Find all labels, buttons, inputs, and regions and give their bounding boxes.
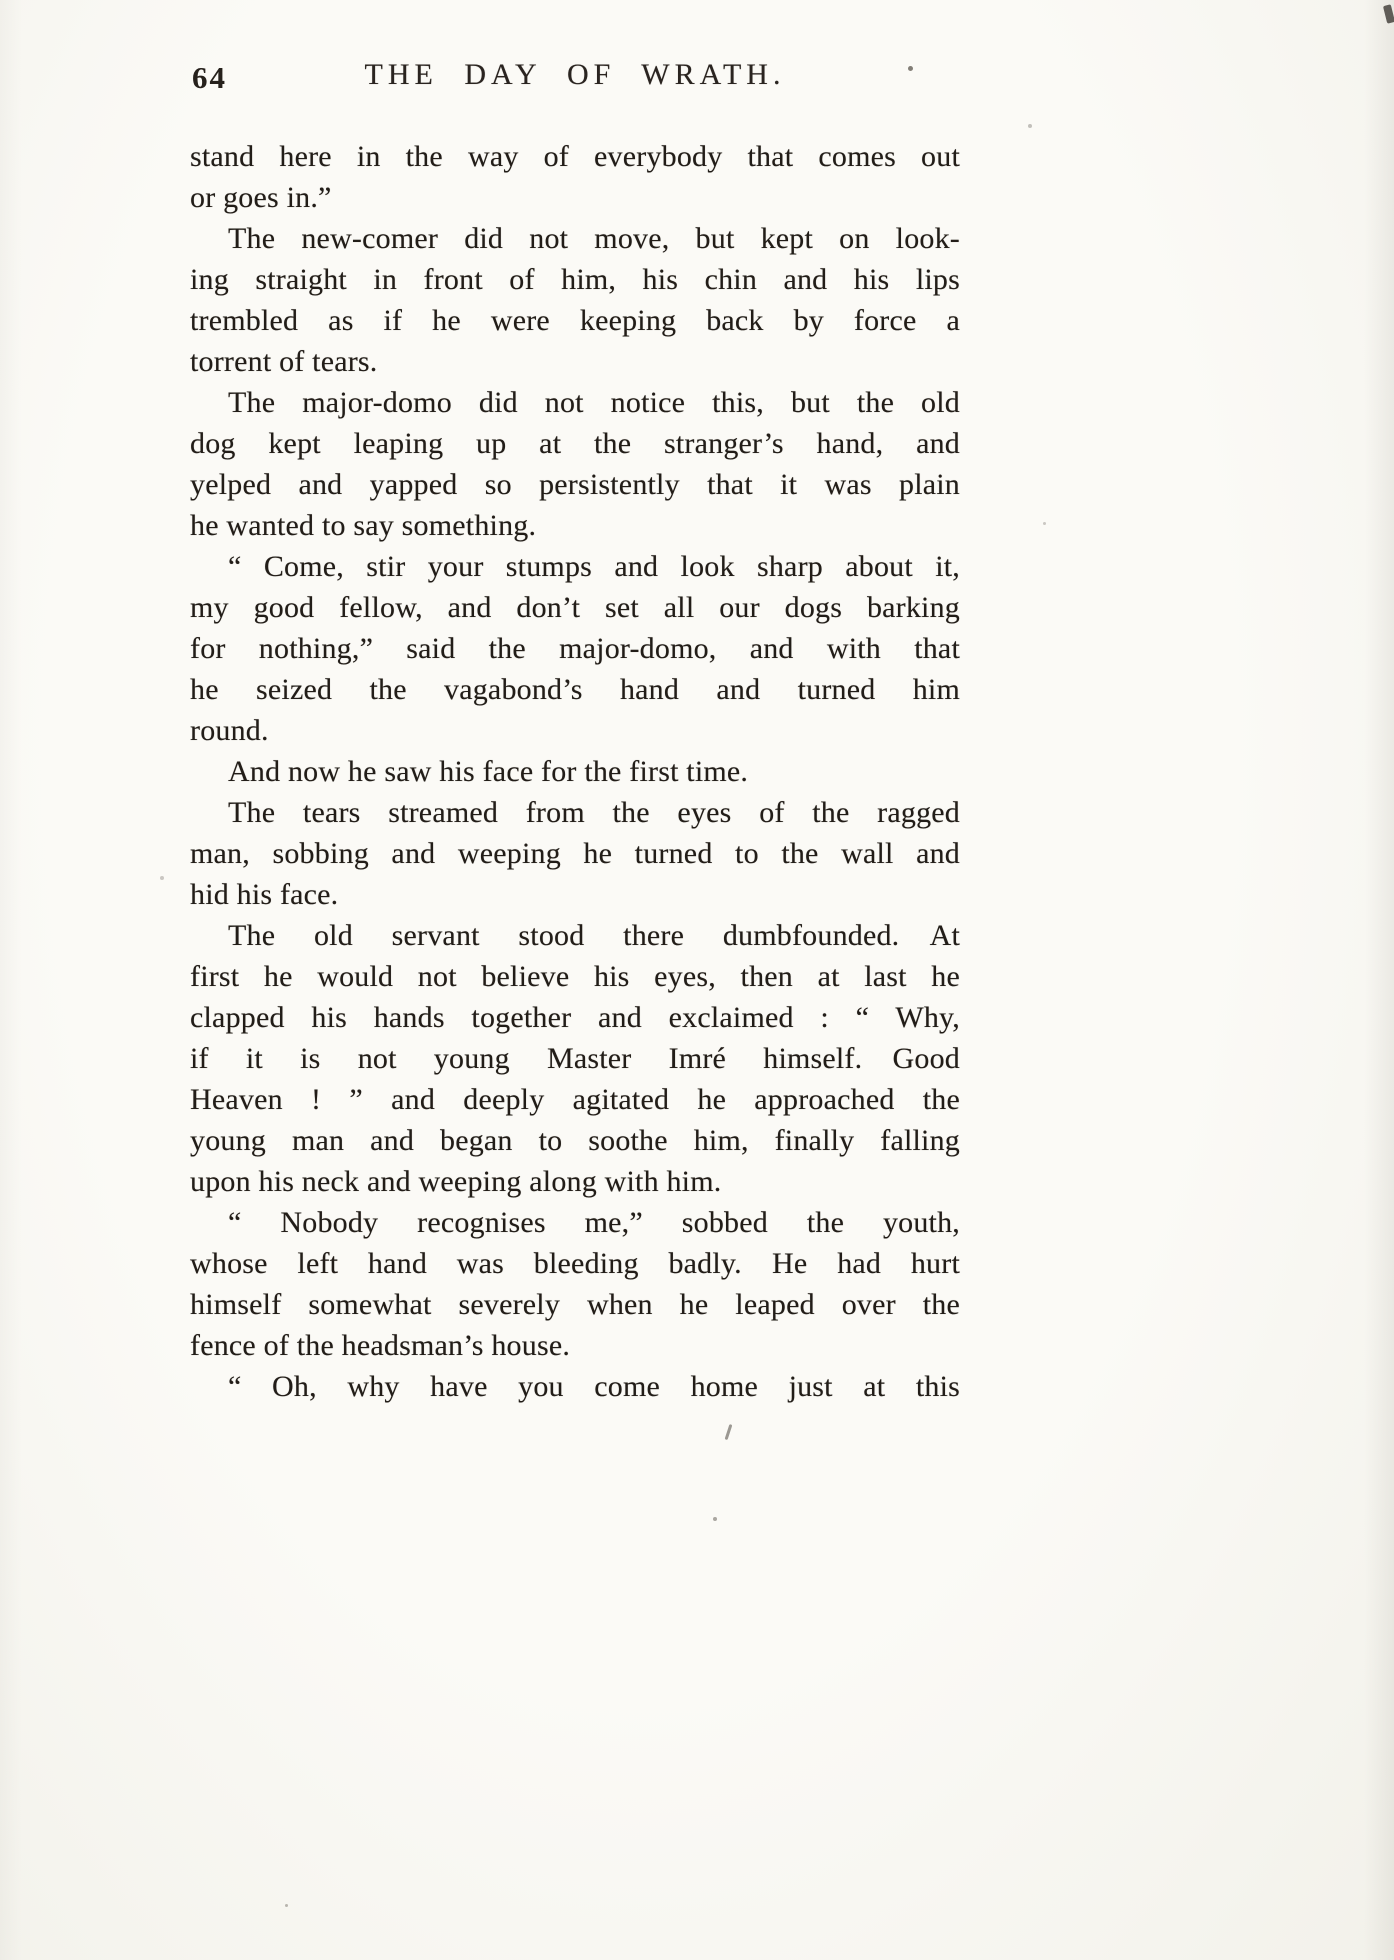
text-line: hid his face. xyxy=(190,878,339,911)
page-number: 64 xyxy=(192,60,227,95)
text-line: whose left hand was bleeding badly. He had hurt xyxy=(190,1247,960,1280)
scan-artifact xyxy=(725,1424,732,1440)
text-line: for nothing,” said the major-domo, and with that xyxy=(190,632,960,665)
text-line: The new-comer did not move, but kept on look- xyxy=(228,222,960,255)
scan-speck xyxy=(713,1517,717,1521)
running-head xyxy=(190,58,960,102)
text-line: stand here in the way of everybody that comes out xyxy=(190,140,960,173)
running-title: THE DAY OF WRATH. xyxy=(364,58,786,91)
scan-speck xyxy=(285,1904,288,1907)
text-line: man, sobbing and weeping he turned to the wall and xyxy=(190,837,960,870)
text-line: round. xyxy=(190,714,269,747)
text-line: ing straight in front of him, his chin and his lips xyxy=(190,263,960,296)
paragraph xyxy=(190,382,960,546)
text-line: yelped and yapped so persistently that it was plain xyxy=(190,468,960,501)
text-line: The tears streamed from the eyes of the ragged xyxy=(228,796,960,829)
text-line: my good fellow, and don’t set all our dogs barking xyxy=(190,591,960,624)
text-line: “ Nobody recognises me,” sobbed the youth, xyxy=(228,1206,960,1239)
text-line: young man and began to soothe him, finally falling xyxy=(190,1124,960,1157)
text-line: he wanted to say something. xyxy=(190,509,537,542)
text-line: first he would not believe his eyes, then at last he xyxy=(190,960,960,993)
text-line: or goes in.” xyxy=(190,181,332,214)
scan-speck xyxy=(1028,124,1032,128)
text-line: himself somewhat severely when he leaped over the xyxy=(190,1288,960,1321)
text-line: fence of the headsman’s house. xyxy=(190,1329,571,1362)
text-line: And now he saw his face for the first time. xyxy=(228,755,749,788)
text-line: dog kept leaping up at the stranger’s hand, and xyxy=(190,427,960,460)
scan-speck xyxy=(908,66,913,71)
paragraph xyxy=(190,751,960,792)
text-line: torrent of tears. xyxy=(190,345,378,378)
text-line: “ Oh, why have you come home just at this xyxy=(228,1370,960,1403)
text-line: he seized the vagabond’s hand and turned him xyxy=(190,673,960,706)
scan-speck xyxy=(1043,522,1046,525)
text-line: if it is not young Master Imré himself. Good xyxy=(190,1042,960,1075)
paragraph xyxy=(190,792,960,915)
paragraph xyxy=(190,218,960,382)
text-line: Heaven ! ” and deeply agitated he approached the xyxy=(190,1083,960,1116)
paragraph xyxy=(190,546,960,751)
paragraph xyxy=(190,1202,960,1366)
scan-artifact xyxy=(1383,4,1394,23)
text-line: clapped his hands together and exclaimed : “ Why, xyxy=(190,1001,960,1034)
text-line: “ Come, stir your stumps and look sharp about it, xyxy=(228,550,960,583)
paragraph xyxy=(190,915,960,1202)
text-line: The major-domo did not notice this, but the old xyxy=(228,386,960,419)
scan-speck xyxy=(160,876,164,880)
paragraph xyxy=(190,136,960,218)
text-line: upon his neck and weeping along with him. xyxy=(190,1165,722,1198)
text-block xyxy=(190,136,960,1407)
text-line: trembled as if he were keeping back by force a xyxy=(190,304,960,337)
text-line: The old servant stood there dumbfounded. At xyxy=(228,919,960,952)
paragraph xyxy=(190,1366,960,1407)
